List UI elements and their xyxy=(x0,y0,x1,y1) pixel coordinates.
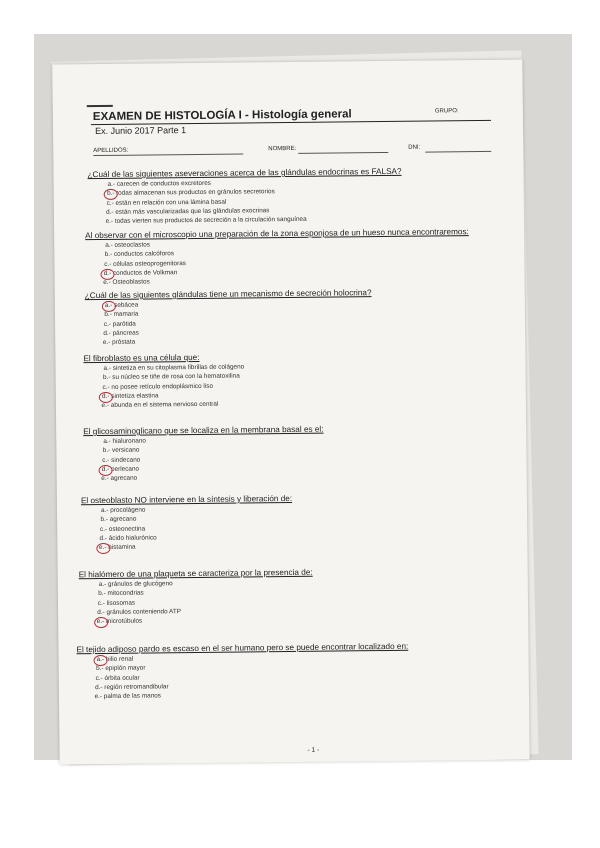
answer-option: c.- parótida xyxy=(103,320,136,328)
apellidos-line xyxy=(93,153,243,156)
answer-option: a.- hilio renal xyxy=(96,655,134,664)
answer-option: d.- gránulos conteniendo ATP xyxy=(97,608,182,616)
answer-option: c.- órbita ocular xyxy=(95,674,140,682)
answer-option: c.- células osteoprogenitoras xyxy=(104,259,186,268)
answer-option: d.- páncreas xyxy=(103,329,139,337)
answer-option: c.- están en relación con una lámina basal xyxy=(106,198,227,207)
answer-option: d.- región retromandibular xyxy=(95,683,169,691)
answer-option: c.- lisosomas xyxy=(97,599,136,607)
answer-option: e.- Osteoblastos xyxy=(103,278,150,287)
answer-option: e.- palma de las manos xyxy=(94,692,162,701)
answer-option: a.- gránulos de glucógeno xyxy=(98,580,173,589)
answer-option: b.- mitocondrias xyxy=(98,589,144,598)
answer-option: b.- agrecano xyxy=(100,515,137,524)
question-text: El glicosaminoglicano que se localiza en la membrana basal es el: xyxy=(83,424,324,437)
question-text: El fibroblasto es una célula que: xyxy=(83,352,200,364)
answer-option: b.- su núcleo se tiñe de rosa con la hematoxilina xyxy=(102,372,240,382)
question-text: Al observar con el microscopio una preparación de la zona esponjosa de un hueso nunca encontraremos: xyxy=(85,227,469,241)
answer-mark-circle xyxy=(94,617,108,628)
answer-option: d.- conductos de Volkman xyxy=(103,269,178,277)
dni-line xyxy=(425,151,491,153)
answer-option: a.- sebácea xyxy=(104,301,139,309)
answer-option: d.- perlecano xyxy=(101,465,140,473)
answer-option: c.- osteonectina xyxy=(99,525,146,533)
exam-title: EXAMEN DE HISTOLOGÍA I - Histología general xyxy=(92,108,352,124)
dni-label: DNI: xyxy=(408,144,421,151)
exam-sheet xyxy=(52,60,529,765)
nombre-line xyxy=(298,152,388,154)
question-text: ¿Cuál de las siguientes glándulas tiene un mecanismo de secreción holocrina? xyxy=(84,288,372,301)
question-text: El hialómero de una plaqueta se caracteriza por la presencia de: xyxy=(78,567,313,580)
answer-mark-circle xyxy=(96,543,110,554)
answer-option: d.- sintetiza elastina xyxy=(101,392,159,400)
grupo-label: GRUPO: xyxy=(434,108,459,115)
pen-dash xyxy=(87,105,113,107)
answer-option: a.- osteoclastos xyxy=(105,241,151,249)
answer-option: b.- versicano xyxy=(102,446,140,455)
answer-option: e.- abunda en el sistema nervioso central xyxy=(101,400,219,410)
exam-content xyxy=(52,60,529,765)
answer-option: d.- ácido hialurónico xyxy=(99,534,157,542)
page-number: - 1 - xyxy=(307,746,320,754)
answer-option: a.- procolágeno xyxy=(100,506,146,514)
answer-option: a.- sintetiza en su citoplasma fibrillas de colágeno xyxy=(103,363,245,372)
answer-option: b.- conductos calcóforos xyxy=(104,250,175,259)
answer-option: c.- no posee retículo endoplásmico liso xyxy=(102,382,214,391)
answer-option: e.- histamina xyxy=(98,543,136,552)
apellidos-label: APELLIDOS: xyxy=(93,147,129,155)
answer-option: b.- epiplón mayor xyxy=(96,664,146,673)
answer-option: a.- hialuronano xyxy=(103,437,146,445)
question-text: ¿Cuál de las siguientes aseveraciones acerca de las glándulas endocrinas es FALSA? xyxy=(87,166,402,180)
answer-option: c.- sindecano xyxy=(102,456,141,464)
answer-option: e.- microtúbulos xyxy=(96,617,143,626)
answer-option: b.- mamaria xyxy=(104,310,139,319)
answer-option: e.- todas vierten sus productos de secreción a la circulación sanguínea xyxy=(105,216,307,226)
answer-option: e.- próstata xyxy=(102,338,136,347)
nombre-label: NOMBRE: xyxy=(268,145,297,153)
answer-option: a.- carecen de conductos excretores xyxy=(107,179,212,188)
question-text: El osteoblasto NO interviene en la síntesis y liberación de: xyxy=(80,493,293,506)
answer-option: e.- agrecano xyxy=(101,474,138,483)
question-text: El tejido adiposo pardo es escaso en el ser humano pero se puede encontrar localizado en: xyxy=(76,641,409,655)
exam-subtitle: Ex. Junio 2017 Parte 1 xyxy=(94,125,187,137)
answer-option: d.- están más vascularizadas que las glándulas exocrinas xyxy=(106,207,270,216)
answer-option: b.- todas almacenan sus productos en gránulos secretorios xyxy=(107,188,275,198)
